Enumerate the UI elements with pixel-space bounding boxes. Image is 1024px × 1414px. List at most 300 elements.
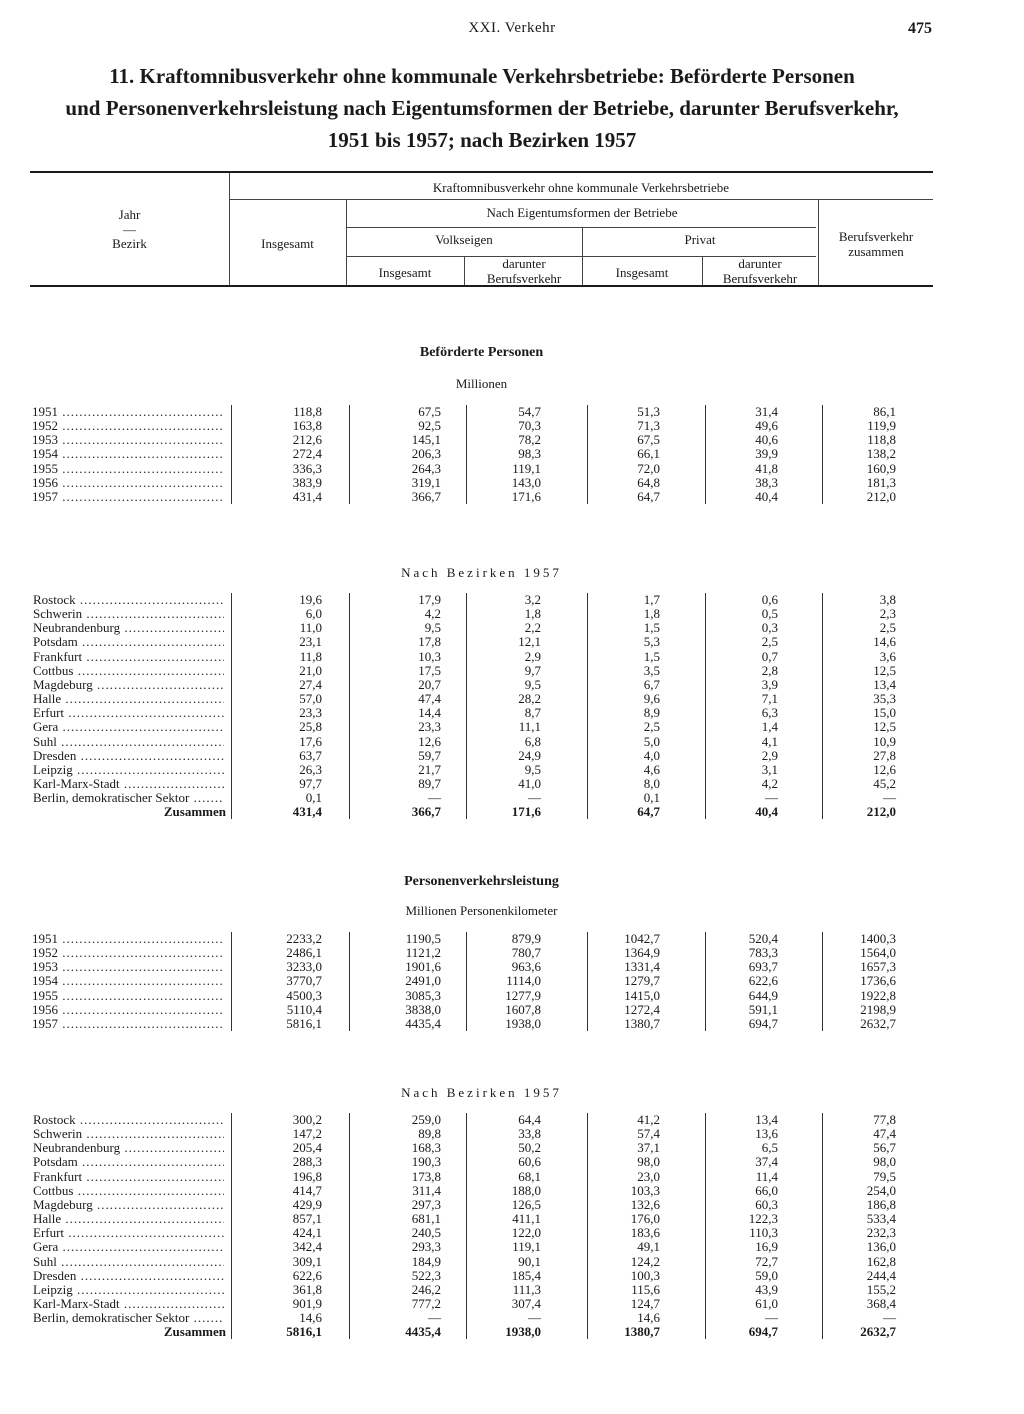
cell-value: 1042,7 — [624, 931, 660, 946]
cell-value: 145,1 — [411, 432, 441, 448]
row-label: Magdeburg ..... — [33, 678, 224, 692]
header-berufsverkehr-zusammen: Berufsverkehr zusammen — [838, 229, 914, 259]
cell-value: 24,9 — [518, 747, 541, 763]
table-row — [0, 692, 1024, 706]
cell-value: 309,1 — [292, 1253, 322, 1269]
column-divider — [466, 1113, 467, 1339]
cell-value: 1736,6 — [860, 973, 896, 989]
cell-value: 244,4 — [866, 1267, 896, 1283]
cell-value: 23,1 — [299, 634, 322, 650]
cell-value: 2,5 — [761, 634, 778, 650]
column-divider — [231, 593, 232, 819]
row-label: Frankfurt ..... — [33, 650, 224, 664]
cell-value: 1380,7 — [624, 1015, 660, 1031]
cell-value: 4500,3 — [286, 987, 322, 1003]
cell-value: 901,9 — [292, 1295, 322, 1311]
section-title: Personenverkehrsleistung — [404, 874, 559, 889]
row-label: Rostock ..... — [33, 593, 224, 607]
cell-value: 1,8 — [643, 606, 660, 622]
cell-value: 644,9 — [748, 987, 778, 1003]
row-label: Rostock ..... — [33, 1113, 224, 1127]
cell-value: 11,0 — [299, 620, 322, 636]
row-label: Erfurt ..... — [33, 1226, 224, 1240]
cell-value: 14,6 — [299, 1310, 322, 1326]
header-top-rule — [30, 171, 933, 173]
cell-value: — — [428, 790, 441, 806]
cell-value: 54,7 — [518, 404, 541, 419]
cell-value: 1121,2 — [405, 945, 441, 961]
cell-value: 25,8 — [299, 719, 322, 735]
cell-value: 43,9 — [755, 1281, 778, 1297]
section-unit: Millionen Personenkilometer — [405, 903, 558, 918]
cell-value: 5110,4 — [286, 1001, 322, 1017]
cell-value: 97,7 — [299, 775, 322, 791]
cell-value: 0,1 — [305, 790, 322, 806]
row-label: 1951 ..... — [32, 405, 224, 419]
cell-value: 429,9 — [292, 1196, 322, 1212]
cell-value: 63,7 — [299, 747, 322, 763]
row-label: 1956 ..... — [32, 476, 224, 490]
cell-value: 1,7 — [643, 592, 660, 607]
cell-value: 33,8 — [518, 1126, 541, 1142]
cell-value: 5,3 — [643, 634, 660, 650]
cell-value: 2,5 — [879, 620, 896, 636]
cell-value: 591,1 — [748, 1001, 778, 1017]
table-row — [0, 706, 1024, 720]
row-label: Potsdam ..... — [33, 635, 224, 649]
table-title — [30, 60, 934, 156]
cell-value: 5816,1 — [286, 1324, 322, 1340]
column-divider — [349, 405, 350, 504]
cell-value: 293,3 — [411, 1239, 441, 1255]
table-row — [0, 1155, 1024, 1169]
cell-value: 366,7 — [411, 804, 441, 820]
table-row — [0, 989, 1024, 1003]
row-label: Cottbus ..... — [33, 1184, 224, 1198]
cell-value: 190,3 — [411, 1154, 441, 1170]
cell-value: 6,5 — [761, 1140, 778, 1156]
cell-value: 9,5 — [424, 620, 441, 636]
table-row — [0, 462, 1024, 476]
column-divider — [466, 593, 467, 819]
table-row — [0, 1255, 1024, 1269]
cell-value: 171,6 — [511, 488, 541, 504]
table-row — [0, 593, 1024, 607]
cell-value: 246,2 — [411, 1281, 441, 1297]
table-row — [0, 635, 1024, 649]
cell-value: 60,3 — [755, 1196, 778, 1212]
cell-value: 2198,9 — [860, 1001, 896, 1017]
cell-value: 66,1 — [637, 446, 660, 462]
cell-value: 264,3 — [411, 460, 441, 476]
cell-value: 1922,8 — [860, 987, 896, 1003]
row-label: Schwerin ..... — [33, 1127, 224, 1141]
cell-value: 78,2 — [518, 432, 541, 448]
cell-value: — — [883, 790, 896, 806]
cell-value: 2,9 — [761, 747, 778, 763]
cell-value: 693,7 — [748, 959, 778, 975]
cell-value: 2,9 — [524, 648, 541, 664]
table-row — [0, 763, 1024, 777]
column-divider — [587, 593, 588, 819]
cell-value: 288,3 — [292, 1154, 322, 1170]
cell-value: 6,3 — [761, 705, 778, 721]
row-label: Gera ..... — [33, 1240, 224, 1254]
cell-value: 0,6 — [761, 592, 778, 607]
cell-value: 3,5 — [643, 662, 660, 678]
table-row — [0, 678, 1024, 692]
row-label: Halle ..... — [33, 692, 224, 706]
cell-value: 126,5 — [511, 1196, 541, 1212]
table-row — [0, 650, 1024, 664]
row-label: 1954 ..... — [32, 447, 224, 461]
cell-value: 777,2 — [411, 1295, 441, 1311]
cell-value: 857,1 — [292, 1211, 322, 1227]
cell-value: 5816,1 — [286, 1015, 322, 1031]
cell-value: 49,1 — [637, 1239, 660, 1255]
cell-value: 92,5 — [418, 418, 441, 434]
table-row — [0, 607, 1024, 621]
cell-value: 119,9 — [867, 418, 896, 434]
column-divider — [705, 932, 706, 1031]
cell-value: 1,5 — [643, 648, 660, 664]
cell-value: 780,7 — [511, 945, 541, 961]
cell-value: 205,4 — [292, 1140, 322, 1156]
row-label: Berlin, demokratischer Sektor ..... — [33, 791, 224, 805]
cell-value: 49,6 — [755, 418, 778, 434]
cell-value: 50,2 — [518, 1140, 541, 1156]
row-label: Neubrandenburg ..... — [33, 621, 224, 635]
cell-value: 4,2 — [761, 775, 778, 791]
row-label: Erfurt ..... — [33, 706, 224, 720]
cell-value: 119,1 — [512, 460, 541, 476]
cell-value: 57,4 — [637, 1126, 660, 1142]
table-row — [0, 405, 1024, 419]
header-divider — [818, 199, 819, 285]
running-head: XXI. Verkehr — [468, 20, 556, 36]
table-row — [0, 1003, 1024, 1017]
cell-value: 118,8 — [293, 404, 322, 419]
table-row — [0, 749, 1024, 763]
row-label: 1951 ..... — [32, 932, 224, 946]
bezirke-title: Nach Bezirken 1957 — [401, 565, 562, 580]
cell-value: 1400,3 — [860, 931, 896, 946]
row-label: Gera ..... — [33, 720, 224, 734]
cell-value: 431,4 — [292, 804, 322, 820]
cell-value: 10,9 — [873, 733, 896, 749]
header-volkseigen: Volkseigen — [435, 232, 493, 247]
row-label: 1955 ..... — [32, 989, 224, 1003]
cell-value: 9,5 — [524, 761, 541, 777]
cell-value: 27,4 — [299, 676, 322, 692]
header-vk-darunter: darunter Berufsverkehr — [486, 256, 562, 286]
row-label: 1954 ..... — [32, 974, 224, 988]
cell-value: 98,0 — [637, 1154, 660, 1170]
cell-value: 98,3 — [518, 446, 541, 462]
cell-value: 59,7 — [418, 747, 441, 763]
cell-value: 181,3 — [866, 474, 896, 490]
page-number: 475 — [908, 20, 932, 37]
cell-value: 17,5 — [418, 662, 441, 678]
cell-value: 1607,8 — [505, 1001, 541, 1017]
title-line-1: 11. Kraftomnibusverkehr ohne kommunale Verkehrsbetriebe: Beförderte Personen — [109, 64, 855, 88]
column-divider — [822, 593, 823, 819]
cell-value: 240,5 — [411, 1225, 441, 1241]
cell-value: 1,8 — [524, 606, 541, 622]
cell-value: 2486,1 — [286, 945, 322, 961]
cell-value: — — [428, 1310, 441, 1326]
cell-value: 8,0 — [643, 775, 660, 791]
row-label: Schwerin ..... — [33, 607, 224, 621]
column-divider — [822, 1113, 823, 1339]
cell-value: 183,6 — [630, 1225, 660, 1241]
cell-value: 2,8 — [761, 662, 778, 678]
row-label: 1952 ..... — [32, 419, 224, 433]
row-label: Leipzig ..... — [33, 763, 224, 777]
cell-value: 184,9 — [411, 1253, 441, 1269]
cell-value: 3838,0 — [405, 1001, 441, 1017]
cell-value: 68,1 — [518, 1168, 541, 1184]
cell-value: 206,3 — [411, 446, 441, 462]
cell-value: 7,1 — [761, 691, 778, 707]
cell-value: 124,7 — [630, 1295, 660, 1311]
table-row — [0, 433, 1024, 447]
table-row — [0, 777, 1024, 791]
row-label: 1957 ..... — [32, 490, 224, 504]
cell-value: 176,0 — [630, 1211, 660, 1227]
cell-value: — — [883, 1310, 896, 1326]
table-row — [0, 960, 1024, 974]
total-row — [0, 805, 1024, 819]
cell-value: 1272,4 — [624, 1001, 660, 1017]
cell-value: 12,6 — [418, 733, 441, 749]
cell-value: 41,8 — [755, 460, 778, 476]
table-row — [0, 735, 1024, 749]
cell-value: 4,6 — [643, 761, 660, 777]
cell-value: 520,4 — [748, 931, 778, 946]
row-label: 1957 ..... — [32, 1017, 224, 1031]
cell-value: 188,0 — [511, 1182, 541, 1198]
table-row — [0, 1113, 1024, 1127]
cell-value: 366,7 — [411, 488, 441, 504]
cell-value: 1190,5 — [405, 931, 441, 946]
cell-value: 4,2 — [424, 606, 441, 622]
cell-value: 1,5 — [643, 620, 660, 636]
column-divider — [349, 932, 350, 1031]
cell-value: 40,4 — [755, 488, 778, 504]
cell-value: 212,0 — [866, 488, 896, 504]
row-label: Dresden ..... — [33, 1269, 224, 1283]
cell-value: 622,6 — [748, 973, 778, 989]
row-label: Suhl ..... — [33, 735, 224, 749]
cell-value: 300,2 — [292, 1112, 322, 1127]
cell-value: 6,8 — [524, 733, 541, 749]
cell-value: 3,9 — [761, 676, 778, 692]
cell-value: 12,5 — [873, 719, 896, 735]
title-line-3: 1951 bis 1957; nach Bezirken 1957 — [327, 128, 637, 152]
cell-value: 41,2 — [637, 1112, 660, 1127]
table-row — [0, 476, 1024, 490]
table-row — [0, 664, 1024, 678]
cell-value: 424,1 — [292, 1225, 322, 1241]
cell-value: 622,6 — [292, 1267, 322, 1283]
cell-value: 1657,3 — [860, 959, 896, 975]
row-label: Leipzig ..... — [33, 1283, 224, 1297]
cell-value: 37,1 — [637, 1140, 660, 1156]
table-row — [0, 932, 1024, 946]
cell-value: 681,1 — [411, 1211, 441, 1227]
cell-value: 70,3 — [518, 418, 541, 434]
table-row — [0, 1283, 1024, 1297]
cell-value: 1938,0 — [505, 1015, 541, 1031]
table-row — [0, 1269, 1024, 1283]
cell-value: 1938,0 — [505, 1324, 541, 1340]
cell-value: 336,3 — [292, 460, 322, 476]
cell-value: 9,6 — [643, 691, 660, 707]
cell-value: 39,9 — [755, 446, 778, 462]
cell-value: 1114,0 — [506, 973, 541, 989]
cell-value: 13,4 — [873, 676, 896, 692]
cell-value: 0,1 — [643, 790, 660, 806]
cell-value: 311,4 — [412, 1182, 441, 1198]
title-line-2: und Personenverkehrsleistung nach Eigentumsformen der Betriebe, darunter Berufsverkehr, — [65, 96, 899, 120]
cell-value: — — [765, 790, 778, 806]
cell-value: 72,7 — [755, 1253, 778, 1269]
cell-value: 67,5 — [418, 404, 441, 419]
row-label: 1952 ..... — [32, 946, 224, 960]
row-label: 1953 ..... — [32, 960, 224, 974]
cell-value: 963,6 — [511, 959, 541, 975]
cell-value: 3085,3 — [405, 987, 441, 1003]
cell-value: 4435,4 — [405, 1324, 441, 1340]
column-divider — [587, 932, 588, 1031]
row-label: Dresden ..... — [33, 749, 224, 763]
header-divider — [702, 256, 703, 285]
cell-value: 89,7 — [418, 775, 441, 791]
column-divider — [822, 932, 823, 1031]
cell-value: 9,7 — [524, 662, 541, 678]
cell-value: 212,6 — [292, 432, 322, 448]
header-stub-dash: — — [123, 222, 136, 237]
cell-value: 431,4 — [292, 488, 322, 504]
cell-value: 783,3 — [748, 945, 778, 961]
table-row — [0, 1226, 1024, 1240]
cell-value: 2491,0 — [405, 973, 441, 989]
cell-value: 254,0 — [866, 1182, 896, 1198]
table-row — [0, 791, 1024, 805]
column-divider — [587, 1113, 588, 1339]
cell-value: 98,0 — [873, 1154, 896, 1170]
cell-value: 23,0 — [637, 1168, 660, 1184]
cell-value: 71,3 — [637, 418, 660, 434]
cell-value: 64,7 — [637, 488, 660, 504]
cell-value: 89,8 — [418, 1126, 441, 1142]
cell-value: 59,0 — [755, 1267, 778, 1283]
row-label: Karl-Marx-Stadt ..... — [33, 777, 224, 791]
cell-value: 1901,6 — [405, 959, 441, 975]
cell-value: 12,5 — [873, 662, 896, 678]
cell-value: 4,0 — [643, 747, 660, 763]
cell-value: 19,6 — [299, 592, 322, 607]
table-row — [0, 490, 1024, 504]
cell-value: 64,8 — [637, 474, 660, 490]
cell-value: 414,7 — [292, 1182, 322, 1198]
cell-value: 12,6 — [873, 761, 896, 777]
table-row — [0, 974, 1024, 988]
cell-value: 16,9 — [755, 1239, 778, 1255]
cell-value: 383,9 — [292, 474, 322, 490]
cell-value: 3,6 — [879, 648, 896, 664]
cell-value: 40,4 — [755, 804, 778, 820]
cell-value: 11,4 — [755, 1168, 778, 1184]
cell-value: 694,7 — [748, 1324, 778, 1340]
cell-value: 297,3 — [411, 1196, 441, 1212]
header-insgesamt: Insgesamt — [261, 236, 314, 251]
table-row — [0, 1184, 1024, 1198]
cell-value: 119,1 — [512, 1239, 541, 1255]
cell-value: 11,1 — [518, 719, 541, 735]
cell-value: 272,4 — [292, 446, 322, 462]
cell-value: 13,4 — [755, 1112, 778, 1127]
cell-value: 111,3 — [512, 1281, 541, 1297]
row-label: Berlin, demokratischer Sektor ..... — [33, 1311, 224, 1325]
cell-value: 124,2 — [630, 1253, 660, 1269]
cell-value: 1364,9 — [624, 945, 660, 961]
cell-value: 3770,7 — [286, 973, 322, 989]
table-row — [0, 1311, 1024, 1325]
cell-value: 100,3 — [630, 1267, 660, 1283]
cell-value: 342,4 — [292, 1239, 322, 1255]
cell-value: 0,3 — [761, 620, 778, 636]
table-row — [0, 1127, 1024, 1141]
cell-value: 40,6 — [755, 432, 778, 448]
column-divider — [231, 405, 232, 504]
cell-value: 522,3 — [411, 1267, 441, 1283]
cell-value: 60,6 — [518, 1154, 541, 1170]
cell-value: 26,3 — [299, 761, 322, 777]
cell-value: 2233,2 — [286, 931, 322, 946]
header-divider — [229, 199, 933, 200]
cell-value: — — [528, 1310, 541, 1326]
table-row — [0, 1141, 1024, 1155]
cell-value: 694,7 — [748, 1015, 778, 1031]
table-row — [0, 447, 1024, 461]
cell-value: 319,1 — [411, 474, 441, 490]
cell-value: 72,0 — [637, 460, 660, 476]
cell-value: 15,0 — [873, 705, 896, 721]
cell-value: 64,7 — [637, 804, 660, 820]
row-label: Magdeburg ..... — [33, 1198, 224, 1212]
column-divider — [349, 1113, 350, 1339]
column-divider — [466, 405, 467, 504]
cell-value: 2632,7 — [860, 1015, 896, 1031]
table-row — [0, 1297, 1024, 1311]
cell-value: 66,0 — [755, 1182, 778, 1198]
cell-value: 186,8 — [866, 1196, 896, 1212]
cell-value: 57,0 — [299, 691, 322, 707]
row-label: Neubrandenburg ..... — [33, 1141, 224, 1155]
cell-value: 23,3 — [299, 705, 322, 721]
cell-value: 143,0 — [511, 474, 541, 490]
table-row — [0, 1198, 1024, 1212]
cell-value: 17,6 — [299, 733, 322, 749]
cell-value: 14,4 — [418, 705, 441, 721]
cell-value: 136,0 — [866, 1239, 896, 1255]
header-pr-darunter: darunter Berufsverkehr — [722, 256, 798, 286]
cell-value: 8,7 — [524, 705, 541, 721]
cell-value: 31,4 — [755, 404, 778, 419]
cell-value: 118,8 — [867, 432, 896, 448]
